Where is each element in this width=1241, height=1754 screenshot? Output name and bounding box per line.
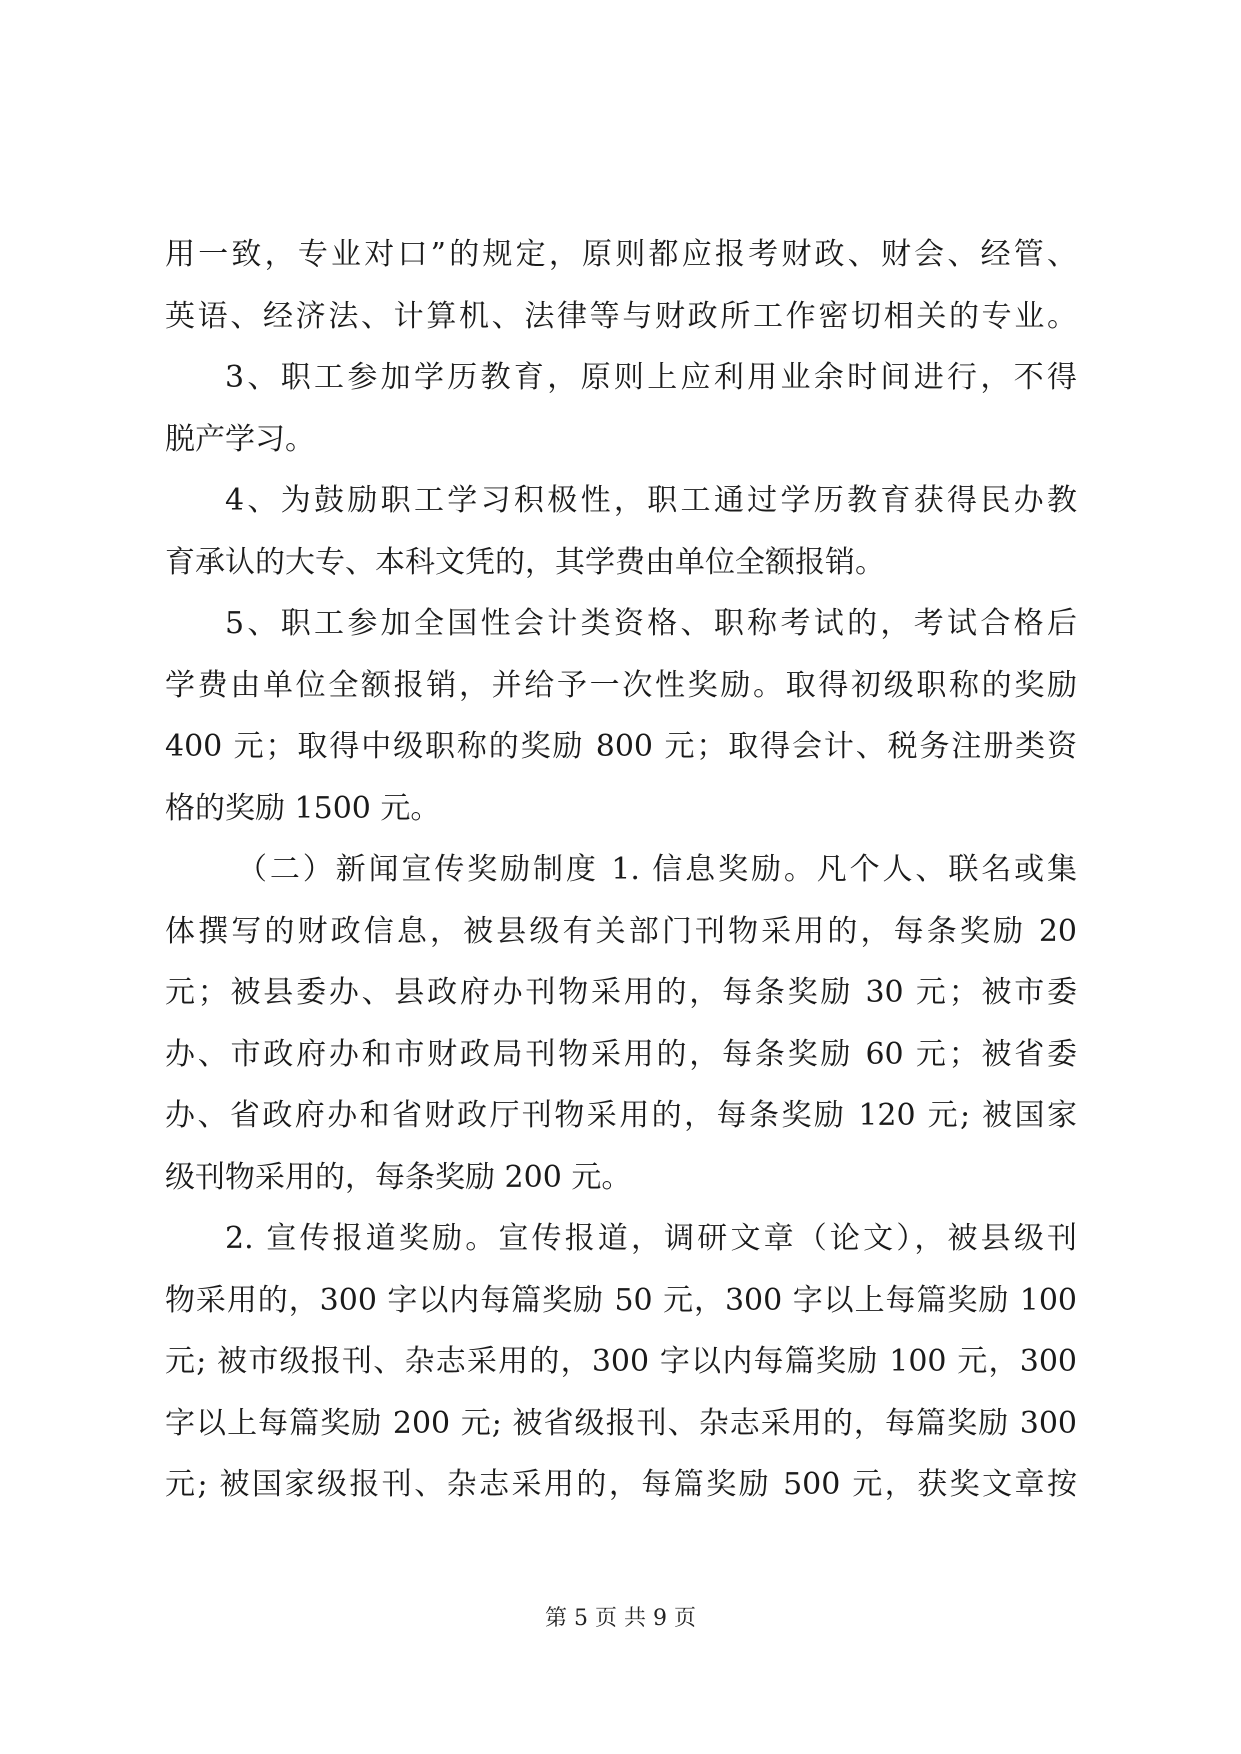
- text-line: 5、职工参加全国性会计类资格、职称考试的，考试合格后: [225, 606, 1077, 641]
- text-line: 元; 被国家级报刊、杂志采用的，每篇奖励 500 元，获奖文章按: [165, 1467, 1077, 1502]
- text-line: 用一致，专业对口”的规定，原则都应报考财政、财会、经管、: [165, 237, 1077, 272]
- text-line: 格的奖励 1500 元。: [165, 790, 441, 826]
- text-line: （二）新闻宣传奖励制度 1. 信息奖励。凡个人、联名或集: [237, 852, 1077, 887]
- text-line: 脱产学习。: [165, 421, 315, 457]
- body-text: [165, 224, 1077, 1516]
- text-line: 办、市政府办和市财政局刊物采用的，每条奖励 60 元；被省委: [165, 1036, 1077, 1072]
- text-line: 元；被县委办、县政府办刊物采用的，每条奖励 30 元；被市委: [165, 975, 1077, 1010]
- text-line: 育承认的大专、本科文凭的，其学费由单位全额报销。: [165, 544, 885, 580]
- page-footer: 第 5 页 共 9 页: [545, 1606, 696, 1631]
- text-line: 办、省政府办和省财政厅刊物采用的，每条奖励 120 元; 被国家: [165, 1098, 1077, 1133]
- text-line: 元; 被市级报刊、杂志采用的，300 字以内每篇奖励 100 元，300: [165, 1344, 1077, 1379]
- text-line: 物采用的，300 字以内每篇奖励 50 元，300 字以上每篇奖励 100: [165, 1282, 1077, 1318]
- text-line: 级刊物采用的，每条奖励 200 元。: [165, 1159, 632, 1195]
- text-line: 学费由单位全额报销，并给予一次性奖励。取得初级职称的奖励: [165, 667, 1077, 703]
- text-line: 400 元；取得中级职称的奖励 800 元；取得会计、税务注册类资: [165, 729, 1077, 764]
- text-line: 4、为鼓励职工学习积极性，职工通过学历教育获得民办教: [225, 483, 1077, 518]
- text-line: 体撰写的财政信息，被县级有关部门刊物采用的，每条奖励 20: [165, 913, 1077, 949]
- text-line: 2. 宣传报道奖励。宣传报道，调研文章（论文），被县级刊: [225, 1221, 1077, 1256]
- text-line: 字以上每篇奖励 200 元; 被省级报刊、杂志采用的，每篇奖励 300: [165, 1405, 1077, 1441]
- text-line: 3、职工参加学历教育，原则上应利用业余时间进行，不得: [225, 360, 1077, 395]
- text-line: 英语、经济法、计算机、法律等与财政所工作密切相关的专业。: [165, 298, 1077, 334]
